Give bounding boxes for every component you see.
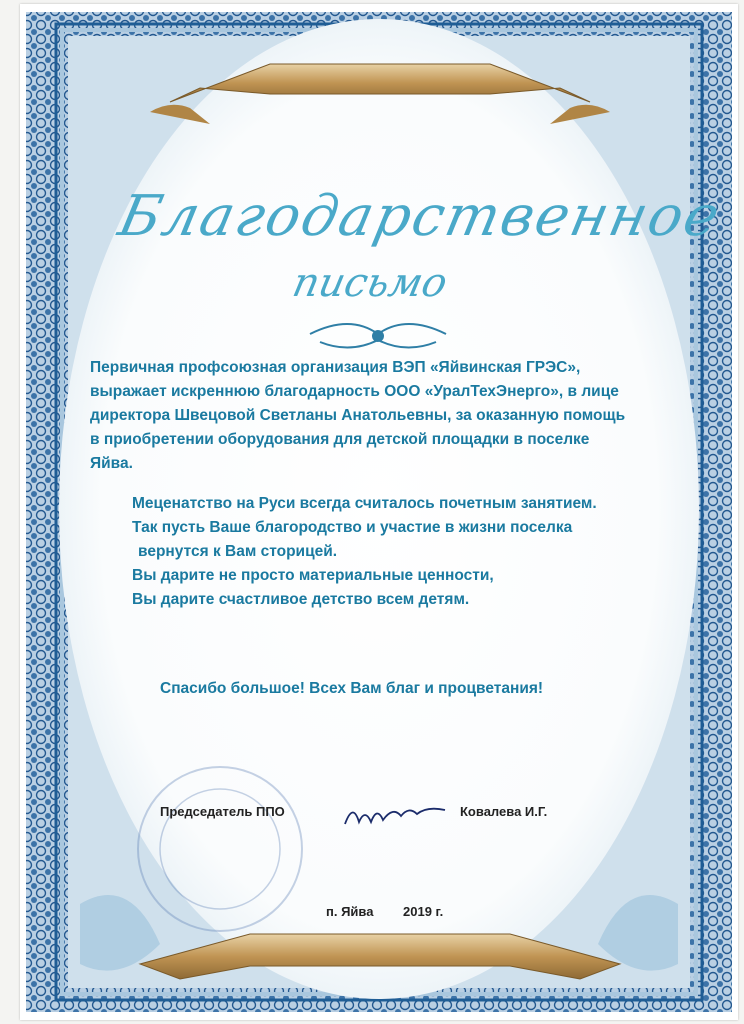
paragraph-line: Меценатство на Руси всегда считалось почетным занятием. [132,495,597,512]
paragraph-line: Яйва. [90,455,133,472]
paragraph-line: Вы дарите счастливое детство всем детям. [132,591,470,608]
place: п. Яйва [326,904,374,919]
paragraph-line: Первичная профсоюзная организация ВЭП «Яйвинская ГРЭС», [90,359,581,376]
signer-title: Председатель ППО [160,804,285,819]
paragraph-line: в приобретении оборудования для детской площадки в поселке [90,431,590,448]
paragraph-line: Так пусть Ваше благородство и участие в жизни поселка [132,519,573,536]
paragraph-main [90,356,670,476]
certificate-sheet [20,4,738,1020]
paragraph-line: Вы дарите не просто материальные ценности, [132,567,494,584]
letter-subtitle: письмо [288,260,452,306]
year: 2019 г. [403,904,444,919]
paragraph-line: вернутся к Вам сторицей. [138,543,338,560]
closing-line: Спасибо большое! Всех Вам благ и процветания! [160,680,544,697]
signer-name: Ковалева И.Г. [460,804,548,819]
paragraph-line: директора Швецовой Светланы Анатольевны, за оказанную помощь [90,407,626,424]
paragraph-wishes [132,492,712,612]
letter-title: Благодарственное [113,184,727,249]
paragraph-line: выражает искреннюю благодарность ООО «УралТехЭнерго», в лице [90,383,619,400]
